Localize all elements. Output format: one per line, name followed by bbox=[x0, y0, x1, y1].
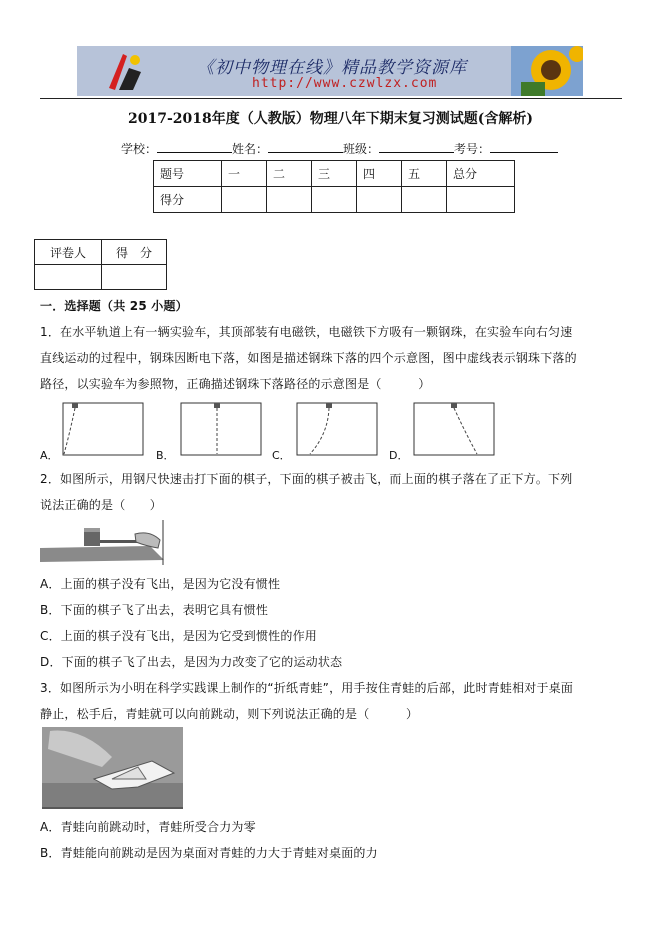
option-label: B． bbox=[156, 449, 175, 462]
banner-url: http://www.czwlzx.com bbox=[252, 76, 438, 91]
banner-title: 《初中物理在线》精品教学资源库 bbox=[197, 58, 467, 78]
score-table bbox=[153, 160, 515, 213]
header-banner bbox=[77, 46, 583, 96]
exam-no-label: 考号： bbox=[454, 142, 491, 156]
header-rule bbox=[40, 98, 622, 99]
chess-pieces-photo bbox=[40, 520, 164, 565]
school-label: 学校： bbox=[121, 142, 158, 156]
table-cell: 三 bbox=[312, 161, 357, 187]
site-logo-icon bbox=[105, 50, 145, 92]
paper-frog-photo bbox=[42, 727, 183, 809]
document-title: 2017-2018年度（人教版）物理八年下期末复习测试题(含解析) bbox=[128, 111, 533, 127]
option-label: A． bbox=[40, 449, 59, 462]
question-text: 说法正确的是（ ） bbox=[40, 498, 163, 512]
option-text: C．上面的棋子没有飞出，是因为它受到惯性的作用 bbox=[40, 629, 317, 643]
question-text: 直线运动的过程中，钢珠因断电下落，如图是描述钢珠下落的四个示意图，图中虚线表示钢珠下落的 bbox=[40, 351, 577, 365]
table-cell: 得 分 bbox=[102, 240, 167, 265]
diagram-c-icon bbox=[296, 402, 378, 456]
score-cell[interactable] bbox=[357, 187, 402, 213]
option-text: B．下面的棋子飞了出去，表明它具有惯性 bbox=[40, 603, 269, 617]
diagram-d-icon bbox=[413, 402, 495, 456]
option-text: A．青蛙向前跳动时，青蛙所受合力为零 bbox=[40, 820, 256, 834]
option-text: B．青蛙能向前跳动是因为桌面对青蛙的力大于青蛙对桌面的力 bbox=[40, 846, 378, 860]
table-cell: 总分 bbox=[447, 161, 515, 187]
table-cell: 题号 bbox=[154, 161, 222, 187]
diagram-b-icon bbox=[180, 402, 262, 456]
question-text: 2．如图所示，用钢尺快速击打下面的棋子，下面的棋子被击飞，而上面的棋子落在了正下方。下列 bbox=[40, 472, 573, 486]
table-cell: 四 bbox=[357, 161, 402, 187]
score-cell[interactable] bbox=[312, 187, 357, 213]
table-cell: 评卷人 bbox=[35, 240, 102, 265]
option-text: A．上面的棋子没有飞出，是因为它没有惯性 bbox=[40, 577, 281, 591]
question-text: 1．在水平轨道上有一辆实验车，其顶部装有电磁铁，电磁铁下方吸有一颗钢珠，在实验车向右匀速 bbox=[40, 325, 573, 339]
class-label: 班级： bbox=[343, 142, 380, 156]
score-cell[interactable] bbox=[267, 187, 312, 213]
question-text: 路径，以实验车为参照物，正确描述钢珠下落路径的示意图是（ ） bbox=[40, 377, 431, 391]
section-heading: 一．选择题（共 25 小题） bbox=[40, 299, 188, 313]
class-field[interactable] bbox=[379, 140, 454, 153]
grader-cell[interactable] bbox=[102, 265, 167, 290]
school-field[interactable] bbox=[157, 140, 232, 153]
score-cell[interactable] bbox=[402, 187, 447, 213]
grader-cell[interactable] bbox=[35, 265, 102, 290]
diagram-a-icon bbox=[62, 402, 144, 456]
score-table-row bbox=[154, 161, 515, 187]
table-cell: 二 bbox=[267, 161, 312, 187]
name-field[interactable] bbox=[268, 140, 343, 153]
table-cell: 五 bbox=[402, 161, 447, 187]
question-text: 静止，松手后，青蛙就可以向前跳动，则下列说法正确的是（ ） bbox=[40, 707, 419, 721]
question-text: 3．如图所示为小明在科学实践课上制作的“折纸青蛙”，用手按住青蛙的后部，此时青蛙相对于桌面 bbox=[40, 681, 574, 695]
table-cell: 一 bbox=[222, 161, 267, 187]
option-label: D． bbox=[389, 449, 409, 462]
table-cell: 得分 bbox=[154, 187, 222, 213]
score-cell[interactable] bbox=[222, 187, 267, 213]
score-table-row bbox=[154, 187, 515, 213]
grader-table bbox=[34, 239, 167, 290]
score-cell[interactable] bbox=[447, 187, 515, 213]
exam-no-field[interactable] bbox=[490, 140, 558, 153]
sunflower-icon bbox=[511, 46, 583, 96]
student-info-line bbox=[121, 140, 558, 157]
name-label: 姓名： bbox=[232, 142, 269, 156]
option-label: C． bbox=[272, 449, 291, 462]
option-text: D．下面的棋子飞了出去，是因为力改变了它的运动状态 bbox=[40, 655, 343, 669]
